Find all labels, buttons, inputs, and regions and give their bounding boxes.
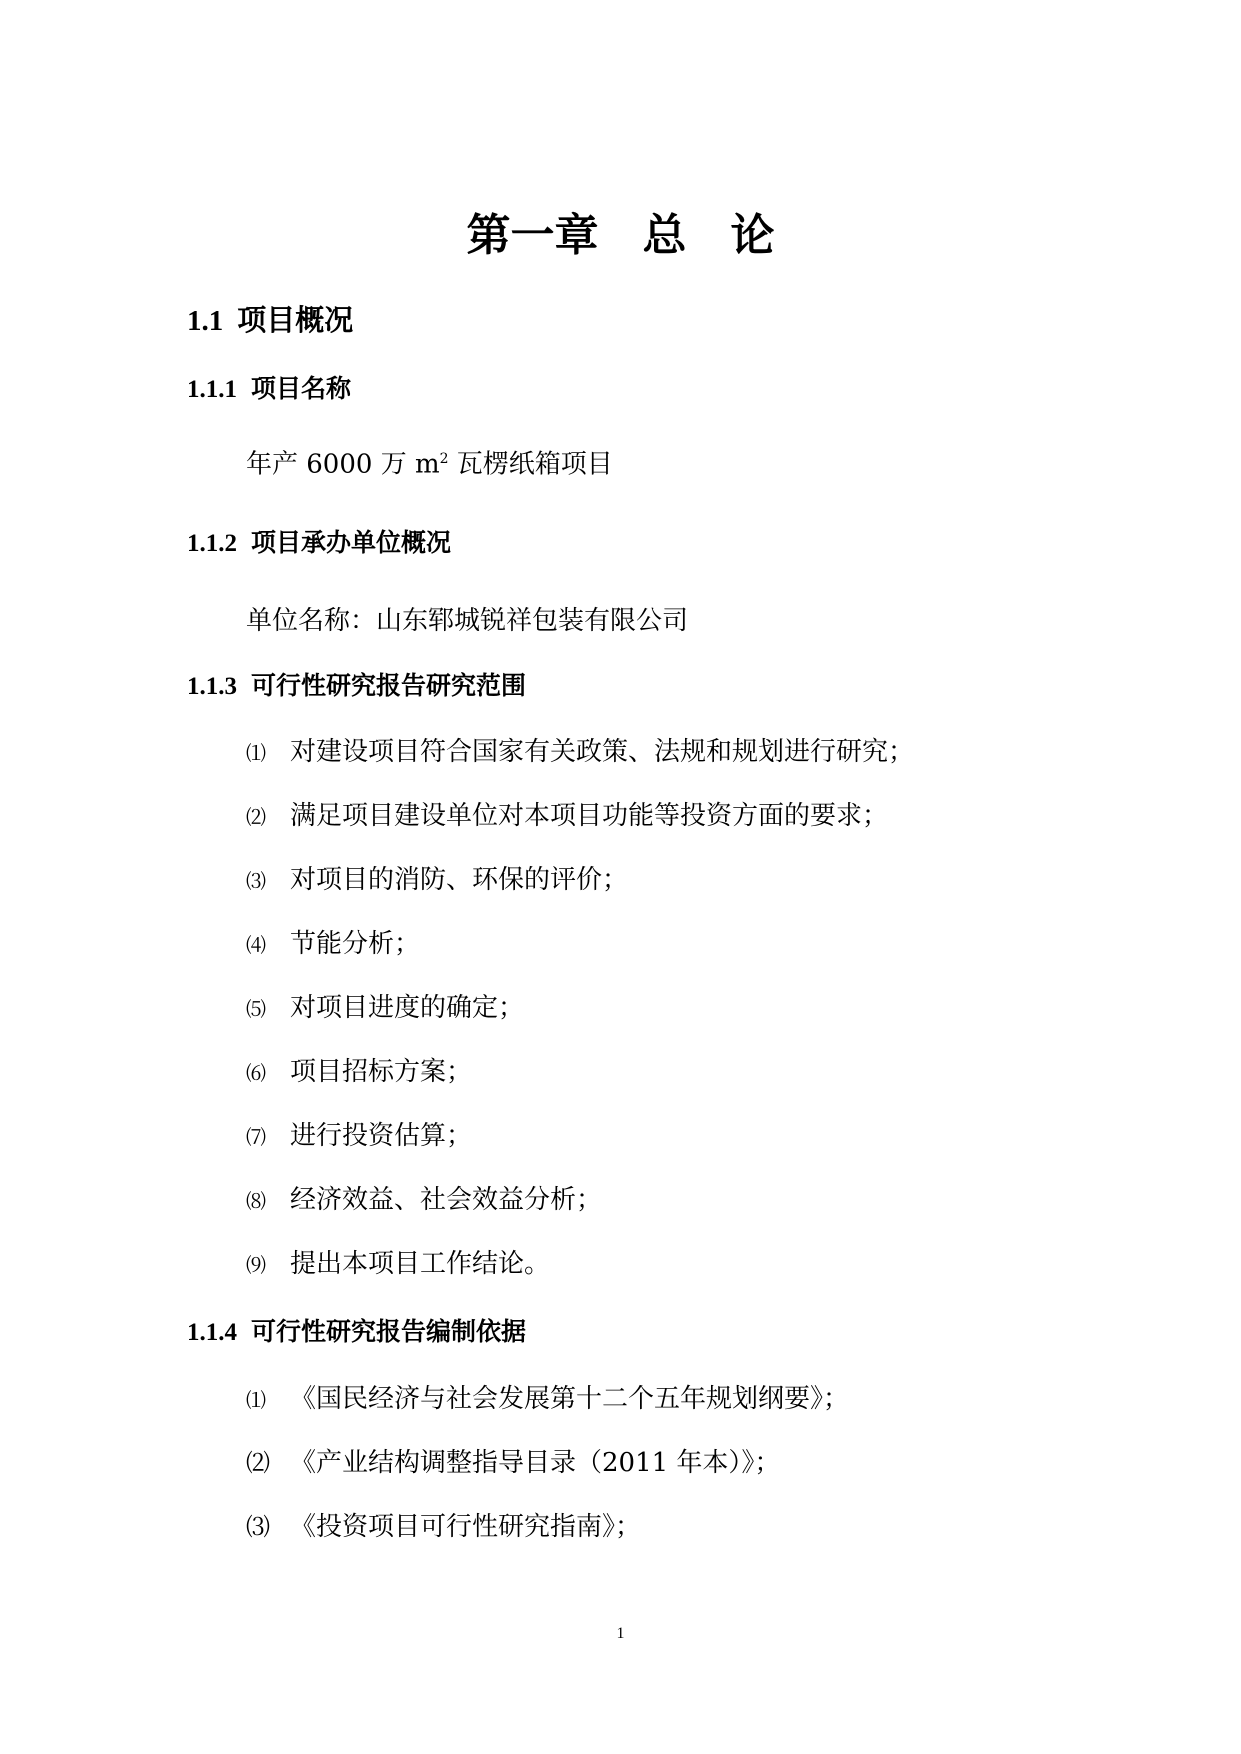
list-marker: ⑸ [246, 997, 266, 1021]
list-item-text: 《国民经济与社会发展第十二个五年规划纲要》； [290, 1384, 850, 1414]
list-marker: ⑶ [246, 869, 266, 893]
list-item [246, 1246, 550, 1283]
list-marker: ⑴ [246, 1388, 266, 1412]
list-marker: ⑻ [246, 1189, 266, 1213]
subsection-heading-1-1-2 [187, 525, 451, 562]
subsection-number: 1.1.2 [187, 530, 237, 557]
project-name-prefix: 年产 6000 万 m [246, 449, 440, 480]
list-item [246, 1054, 472, 1091]
chapter-title [0, 206, 1241, 266]
project-name-text [246, 441, 613, 483]
list-marker: ⑵ [246, 1449, 270, 1477]
page-number: 1 [616, 1625, 625, 1642]
subsection-heading-1-1-1 [187, 371, 351, 408]
list-item-text: 项目招标方案； [290, 1057, 473, 1087]
chapter-title-part-1: 第一章 [466, 210, 599, 261]
subsection-heading-1-1-4 [187, 1314, 526, 1351]
list-item [246, 990, 524, 1027]
section-title: 项目概况 [237, 303, 354, 337]
list-item-text: 对项目进度的确定； [290, 993, 525, 1023]
list-marker: ⑹ [246, 1061, 266, 1085]
list-marker: ⑶ [246, 1513, 270, 1541]
list-item [246, 1118, 472, 1155]
list-marker: ⑺ [246, 1125, 266, 1149]
subsection-number: 1.1.3 [187, 673, 237, 700]
subsection-title: 可行性研究报告编制依据 [251, 1317, 527, 1346]
list-marker: ⑼ [246, 1253, 266, 1277]
list-item-text: 节能分析； [290, 929, 421, 959]
list-item [246, 1509, 641, 1545]
superscript-2: 2 [439, 451, 449, 467]
list-item-text: 满足项目建设单位对本项目功能等投资方面的要求； [290, 801, 889, 831]
list-item [246, 862, 628, 899]
list-item-text: 对项目的消防、环保的评价； [290, 865, 629, 895]
project-name-suffix: 瓦楞纸箱项目 [448, 449, 613, 480]
subsection-heading-1-1-3 [187, 668, 526, 705]
list-item [246, 734, 914, 771]
company-name-text: 单位名称：山东郓城锐祥包装有限公司 [246, 606, 689, 636]
list-item-text: 《投资项目可行性研究指南》； [290, 1512, 642, 1542]
subsection-title: 可行性研究报告研究范围 [251, 671, 527, 700]
section-number: 1.1 [187, 305, 224, 337]
list-item [246, 926, 420, 963]
list-item-text: 经济效益、社会效益分析； [290, 1185, 603, 1215]
subsection-title: 项目承办单位概况 [251, 528, 452, 557]
list-item-text: 进行投资估算； [290, 1121, 473, 1151]
list-item-text: 《产业结构调整指导目录（2011 年本）》； [290, 1448, 781, 1478]
list-item-text: 对建设项目符合国家有关政策、法规和规划进行研究； [290, 737, 915, 767]
list-item [246, 1182, 602, 1219]
list-item [246, 798, 888, 835]
chapter-title-part-3: 论 [730, 210, 775, 261]
list-marker: ⑷ [246, 933, 266, 957]
subsection-number: 1.1.1 [187, 376, 237, 403]
list-marker: ⑵ [246, 805, 266, 829]
list-item-text: 提出本项目工作结论。 [290, 1249, 551, 1279]
list-item [246, 1381, 849, 1418]
subsection-number: 1.1.4 [187, 1319, 237, 1346]
section-heading-1-1 [187, 300, 353, 341]
list-item [246, 1445, 780, 1481]
chapter-title-part-2: 总 [642, 210, 687, 261]
subsection-title: 项目名称 [251, 374, 352, 403]
list-marker: ⑴ [246, 741, 266, 765]
